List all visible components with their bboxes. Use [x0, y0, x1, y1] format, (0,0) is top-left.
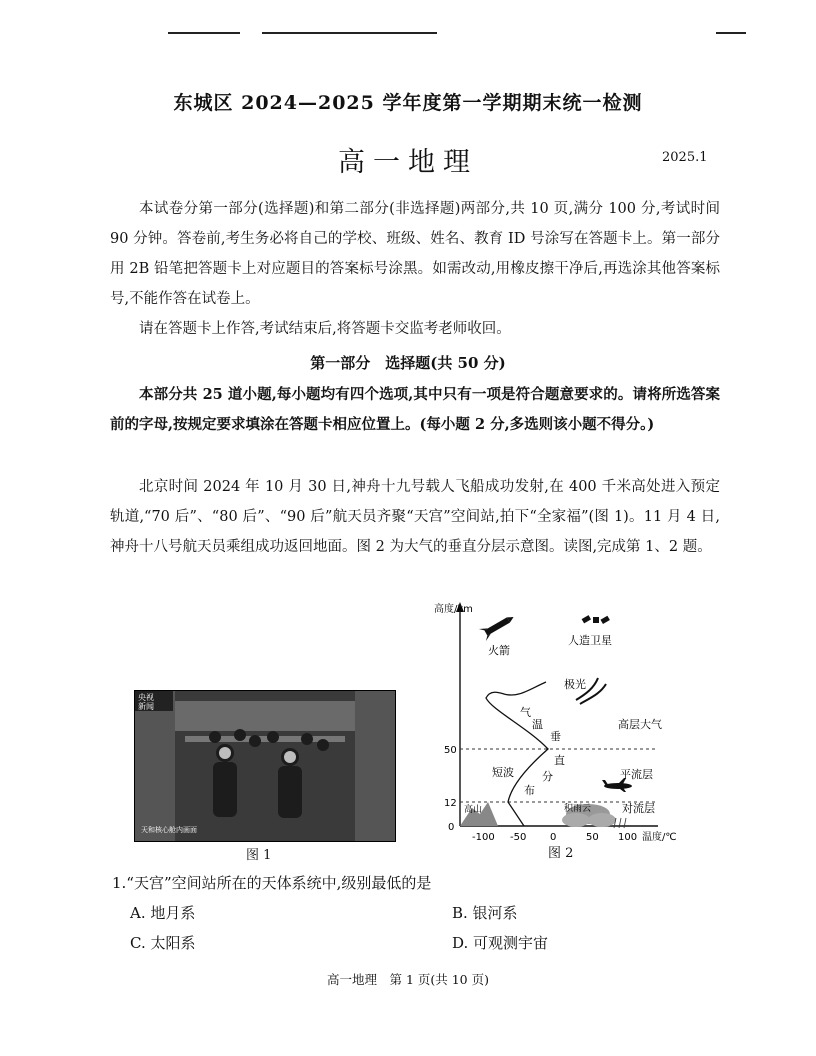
- question1-option-d[interactable]: D. 可观测宇宙: [452, 934, 549, 952]
- label-aurora: 极光: [564, 678, 586, 691]
- page-footer: 高一地理 第 1 页(共 10 页): [326, 972, 489, 987]
- label-troposphere: 对流层: [622, 802, 655, 815]
- curve-label-5: 分: [542, 770, 553, 783]
- photo-logo: 央视 新闻: [138, 693, 154, 711]
- curve-label-6: 布: [524, 784, 535, 797]
- part1-heading: 第一部分 选择题(共 50 分): [310, 354, 506, 372]
- astronauts-photo-illustration: [135, 691, 395, 841]
- instructions-paragraph-2: 请在答题卡上作答,考试结束后,将答题卡交监考老师收回。: [139, 321, 511, 337]
- subject-title: 高一地理: [338, 147, 478, 178]
- label-upper-atmosphere: 高层大气: [618, 718, 662, 731]
- y-tick-0: 0: [448, 822, 455, 833]
- x-tick-50: 50: [586, 832, 599, 843]
- question1-stem: 1.“天宫”空间站所在的天体系统中,级别最低的是: [112, 874, 432, 892]
- figure1-caption: 图 1: [246, 848, 272, 863]
- x-axis-label: 温度/℃: [642, 832, 677, 843]
- exam-date: 2025.1: [662, 150, 708, 165]
- question1-option-c[interactable]: C. 太阳系: [130, 934, 196, 952]
- question1-option-b[interactable]: B. 银河系: [452, 904, 518, 922]
- y-tick-12: 12: [444, 798, 457, 809]
- curve-label-3: 垂: [550, 730, 561, 743]
- exam-title: 东城区 2024—2025 学年度第一学期期末统一检测: [173, 92, 643, 114]
- label-shortwave: 短波: [492, 766, 514, 779]
- top-rule-left: [168, 32, 240, 34]
- curve-label-4: 直: [554, 754, 565, 767]
- material-paragraph: 北京时间 2024 年 10 月 30 日,神舟十九号载人飞船成功发射,在 400 千米高处进入预定轨道,“70 后”、“80 后”、“90 后”航天员齐聚“天宫”空间站,拍下“全家福”(图 1)。11 月 4 日,神舟十八号航天员乘组成功返回地面。图 2 为大气的垂直分层示意图。读图,完成第 1、2 题。: [110, 479, 720, 555]
- top-rule-right: [716, 32, 746, 34]
- x-tick-minus-50: -50: [510, 832, 527, 843]
- part1-intro: 本部分共 25 道小题,每小题均有四个选项,其中只有一项是符合题意要求的。请将所选答案前的字母,按规定要求填涂在答题卡相应位置上。(每小题 2 分,多选则该小题不得分。): [110, 386, 720, 433]
- rocket-icon: [479, 611, 517, 641]
- y-tick-50: 50: [444, 745, 457, 756]
- y-axis-label: 高度/km: [434, 604, 473, 615]
- temperature-curve: [486, 682, 548, 826]
- label-mountain: 高山: [464, 805, 483, 815]
- question1-option-a[interactable]: A. 地月系: [130, 904, 196, 922]
- label-rocket: 火箭: [488, 644, 510, 657]
- curve-label-1: 气: [520, 706, 531, 719]
- figure1-photo: [134, 690, 396, 842]
- satellite-icon: [582, 615, 610, 624]
- figure2-caption: 图 2: [548, 846, 574, 861]
- x-tick-minus-100: -100: [472, 832, 495, 843]
- x-tick-100: 100: [618, 832, 638, 843]
- label-cloud: 积雨云: [564, 804, 592, 814]
- atmosphere-layers-diagram: [428, 598, 698, 860]
- instructions-paragraph-1: 本试卷分第一部分(选择题)和第二部分(非选择题)两部分,共 10 页,满分 100 分,考试时间 90 分钟。答卷前,考生务必将自己的学校、班级、姓名、教育 ID 号涂写在答题卡上。第一部分用 2B 铅笔把答题卡上对应题目的答案标号涂黑。如需改动,用橡皮擦干净后,再选涂其他答案标号,不能作答在试卷上。: [110, 201, 720, 307]
- label-satellite: 人造卫星: [568, 634, 612, 647]
- label-stratosphere: 平流层: [620, 768, 653, 781]
- top-rule-center: [262, 32, 437, 34]
- photo-caption: 天和核心舱内画面: [141, 826, 197, 834]
- curve-label-2: 温: [532, 718, 543, 731]
- x-tick-0: 0: [550, 832, 557, 843]
